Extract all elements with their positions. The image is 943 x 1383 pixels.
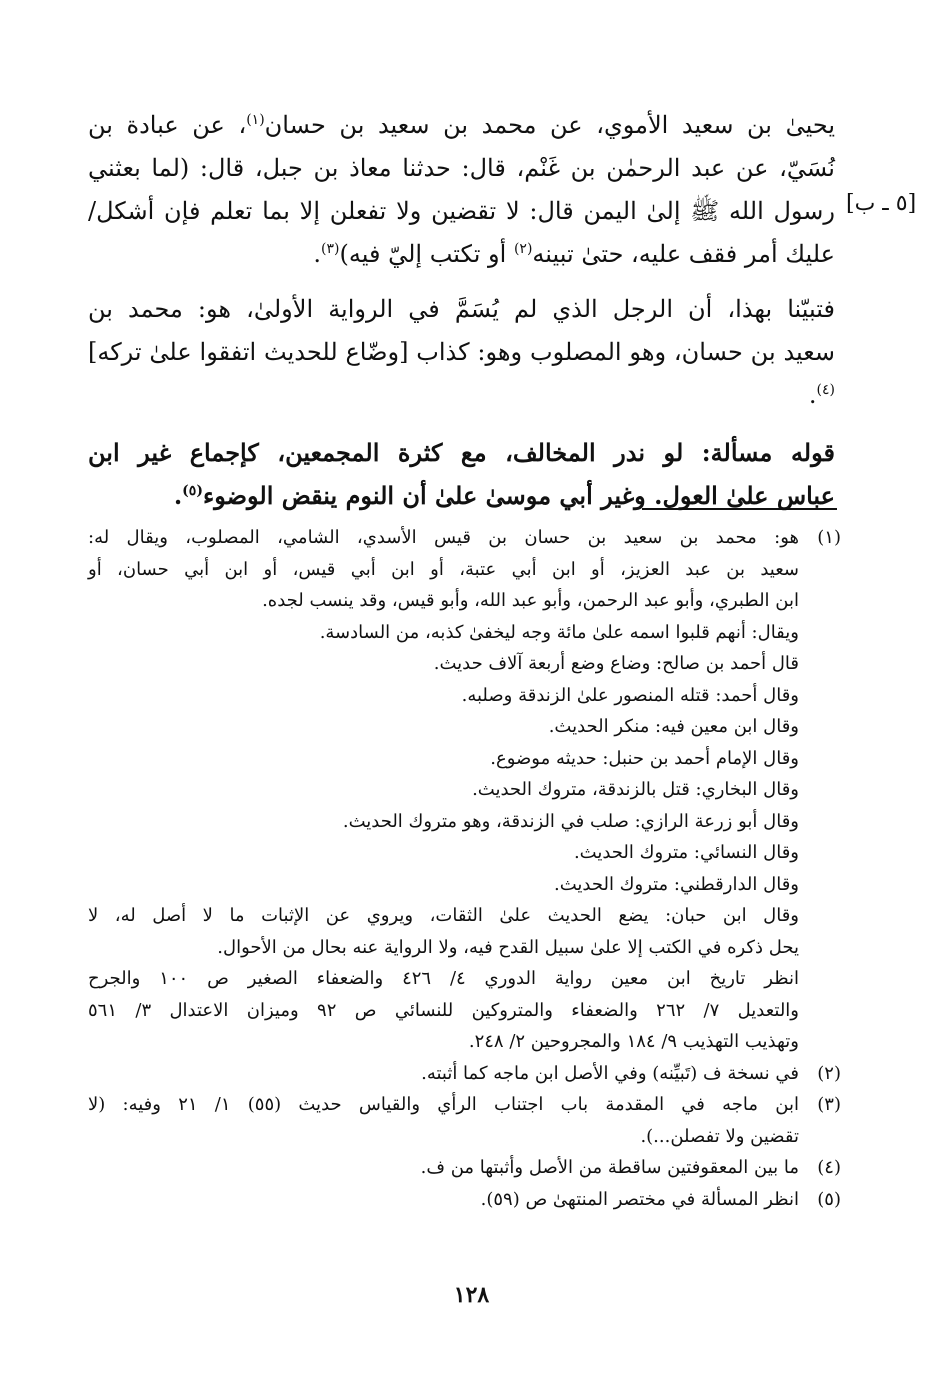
footnote (88, 522, 841, 1058)
footnote-ref: (٥) (182, 483, 203, 499)
footnote-body (88, 1184, 799, 1216)
text-line (88, 474, 835, 517)
text-segment: أو تكتب إليّ فيه) (339, 240, 514, 268)
text-segment: ، عن عبادة بن (88, 111, 247, 139)
footnote-body (88, 522, 799, 1058)
footnote-line: ابن الطبري، وأبو عبد الرحمن، وأبو عبد الله، وأبو قيس، وقد ينسب لجده. (262, 590, 799, 611)
text-line (88, 104, 835, 147)
footnote-number: (٥) (817, 1188, 841, 1210)
footnote-line: ويقال: أنهم قلبوا اسمه علىٰ مائة وجه ليخفىٰ كذبه، من السادسة. (319, 621, 799, 643)
footnote-body (88, 1058, 799, 1090)
text-segment: . (173, 481, 183, 510)
margin-folio-note: [٥ ـ ب] (846, 191, 917, 216)
footnote-number: (٣) (817, 1094, 841, 1115)
footnote-line: ابن ماجه في المقدمة باب اجتناب الرأي والقياس حديث (٥٥) ١/ ٢١ وفيه: (لا (88, 1094, 799, 1115)
footnote-line: وقال الدارقطني: متروك الحديث. (553, 873, 799, 895)
text-line (88, 431, 835, 474)
text-segment: سعيد بن حسان، وهو المصلوب وهو: كذاب [وضّاع للحديث اتفقوا علىٰ تركه] (88, 338, 835, 366)
footnote-body (88, 1089, 799, 1152)
footnote-separator (642, 508, 837, 510)
text-segment: عليك أمر فقف عليه، حتىٰ تبينه (532, 240, 835, 268)
footnote-number: (٢) (817, 1062, 841, 1084)
footnote-line: انظر المسألة في مختصر المنتهىٰ ص (٥٩). (480, 1188, 799, 1210)
footnote-line: ما بين المعقوفتين ساقطة من الأصل وأثبتها من ف. (420, 1157, 799, 1178)
text-segment: يحيىٰ بن سعيد الأموي، عن محمد بن سعيد بن حسان (264, 111, 835, 139)
paragraph (88, 288, 835, 417)
footnote-line: هو: محمد بن سعيد بن حسان بن قيس الأسدي، الشامي، المصلوب، ويقال له: (88, 527, 799, 548)
footnote-number: (١) (817, 527, 841, 548)
text-line (88, 233, 835, 276)
page-number: ١٢٨ (453, 1282, 490, 1308)
paragraph (88, 431, 835, 517)
text-line (88, 331, 835, 417)
footnotes (88, 522, 841, 1215)
footnote-number: (٤) (817, 1157, 841, 1178)
text-segment: عباس علىٰ العول. وغير أبي موسىٰ علىٰ أن النوم ينقض الوضوء (202, 481, 835, 510)
footnote (88, 1152, 841, 1184)
paragraph (88, 104, 835, 276)
text-segment: رسول الله ﷺ إلىٰ اليمن قال: لا تقضين ولا تفعلن إلا بما تعلم فإن أشكل/ (88, 197, 835, 225)
text-segment: نُسَيّ، عن عبد الرحمٰن بن غَنْم، قال: حدثنا معاذ بن جبل، قال: (لما بعثني (88, 154, 835, 182)
footnote-line: وقال أبو زرعة الرازي: صلب في الزندقة، وهو متروك الحديث. (342, 810, 799, 832)
footnote-line: وقال النسائي: متروك الحديث. (573, 842, 799, 863)
text-line (88, 147, 835, 190)
text-segment: . (808, 381, 817, 409)
footnote-ref: (٢) (513, 241, 533, 257)
footnote-body (88, 1152, 799, 1184)
footnote-ref: (٣) (321, 241, 340, 257)
text-line (88, 288, 835, 331)
footnote-line: وتهذيب التهذيب ٩/ ١٨٤ والمجروحين ٢/ ٢٤٨. (468, 1031, 799, 1052)
footnote (88, 1058, 841, 1090)
text-segment: فتبيّنا بهذا، أن الرجل الذي لم يُسَمَّ في الرواية الأولىٰ، هو: محمد بن (88, 295, 835, 323)
text-segment: قوله مسألة: لو ندر المخالف، مع كثرة المجمعين، كإجماع غير ابن (88, 438, 835, 467)
footnote-line: والتعديل ٧/ ٢٦٢ والضعفاء والمتروكين للنسائي ص ٩٢ وميزان الاعتدال ٣/ ٥٦١ (88, 999, 799, 1021)
footnote-ref: (٤) (816, 382, 835, 398)
text-line (88, 190, 835, 233)
footnote-line: تقضين ولا تفصلن...). (640, 1125, 799, 1147)
footnote-ref: (١) (246, 112, 265, 128)
footnote-line: قال أحمد بن صالح: وضاع وضع أربعة آلاف حديث. (433, 653, 799, 674)
footnote-line: في نسخة ف (تَبيِّنه) وفي الأصل ابن ماجه كما أثبته. (421, 1062, 799, 1084)
footnote-line: وقال ابن معين فيه: منكر الحديث. (548, 716, 799, 737)
main-text (88, 104, 835, 529)
footnote-line: يحل ذكره في الكتب إلا علىٰ سبيل القدح فيه، ولا الرواية عنه بحال من الأحوال. (217, 936, 799, 958)
footnote-line: انظر تاريخ ابن معين رواية الدوري ٤/ ٤٢٦ والضعفاء الصغير ص ١٠٠ والجرح (88, 968, 799, 989)
footnote-line: وقال ابن حبان: يضع الحديث علىٰ الثقات، ويروي عن الإثبات ما لا أصل له، لا (88, 905, 799, 926)
footnote (88, 1089, 841, 1152)
footnote-line: وقال أحمد: قتله المنصور علىٰ الزندقة وصلبه. (461, 684, 799, 706)
footnote-line: وقال البخاري: قتل بالزندقة، متروك الحديث. (472, 779, 799, 800)
text-segment: . (313, 240, 322, 268)
footnote-line: وقال الإمام أحمد بن حنبل: حديثه موضوع. (490, 747, 799, 769)
footnote (88, 1184, 841, 1216)
footnote-line: سعيد بن عبد العزيز، أو ابن أبي عتبة، أو ابن أبي قيس، أو ابن أبي حسان، أو (88, 558, 799, 580)
